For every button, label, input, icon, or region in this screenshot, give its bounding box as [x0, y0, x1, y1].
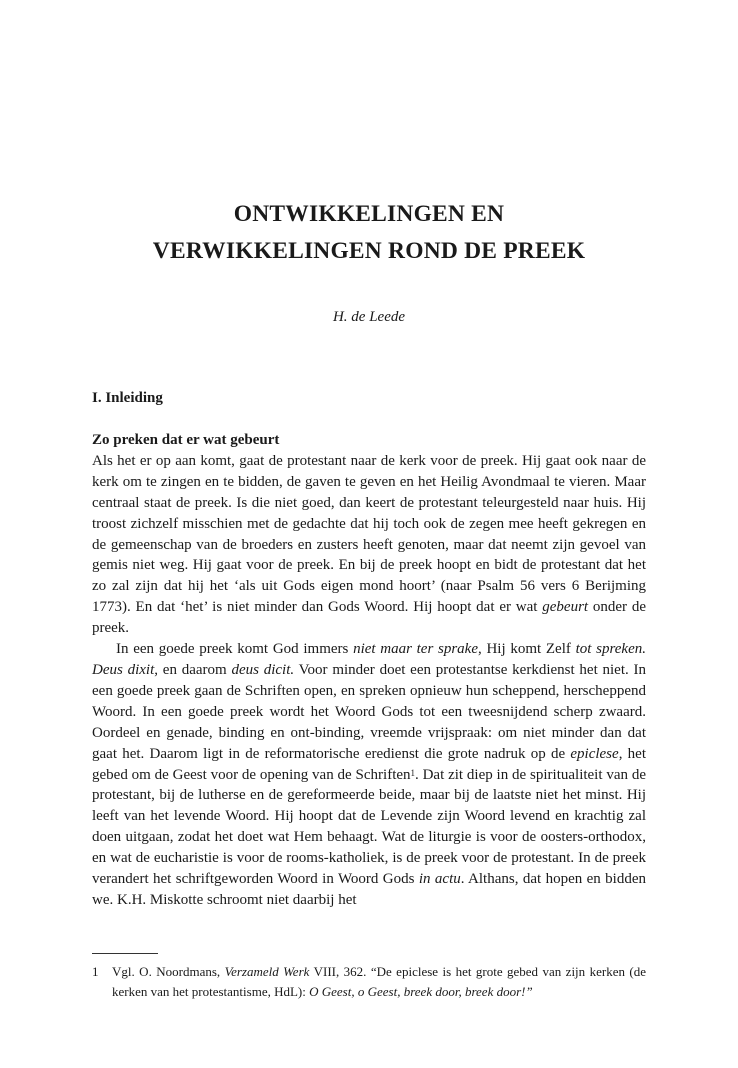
footnote-text-part: VIII, 362. “De epiclese is het grote gebed van zijn kerken (de kerken van het protestantisme, HdL):: [112, 964, 646, 999]
emphasis: niet maar ter sprake: [353, 641, 479, 658]
paragraph-2-text: Voor minder doet een protestantse kerkdienst het niet. In een goede preek gaan de Schriften open, en spreken opnieuw hun scheppend, herscheppend Woord. In een goede preek wordt het Woord Gods tot een tweesnijdend scherp zwaard. Oordeel en genade, binding en ont-binding, vreemde vrijspraak: om niet minder dan dat gaat het. Daarom ligt in de reformatorische eredienst die grote nadruk op de: [92, 661, 647, 762]
emphasis: epiclese: [570, 745, 619, 762]
footnote: [92, 962, 646, 1002]
section-heading: I. Inleiding: [92, 390, 163, 406]
subheading: Zo preken dat er wat gebeurt: [92, 432, 280, 448]
paragraph-2-text: In een goede preek komt God immers: [116, 641, 354, 658]
emphasis: tot spreken. Deus dixit: [92, 641, 646, 678]
chapter-title-line-2: VERWIKKELINGEN ROND DE PREEK: [152, 238, 586, 264]
paragraph-2-text: , Hij komt Zelf: [478, 641, 576, 658]
paragraph-1-text-end: onder de preek.: [92, 599, 647, 637]
paragraph-2-text: , het gebed om de Geest voor de opening van de Schriften: [92, 745, 647, 783]
chapter-title-line-1: ONTWIKKELINGEN EN: [233, 201, 505, 227]
paragraph-2-text: . Dat zit diep in de spiritualiteit van de protestant, bij de lutherse en de gereformeerde beide, maar bij de laatste niet het minst. Hij leeft van het levende Woord. Hij hoopt dat de Levende zijn Woord levend en krachtig zal doen uitgaan, zodat het doet wat Hem behaagt. Wat de liturgie is voor de oosters-orthodox, en wat de eucharistie is voor de rooms-katholiek, is de preek voor de protestant. In de preek verandert het schriftgeworden Woord in Woord Gods: [92, 766, 646, 888]
emphasis: in actu: [418, 871, 461, 888]
paragraph-2: [92, 639, 646, 911]
author-name: H. de Leede: [332, 309, 406, 325]
emphasis: deus dicit.: [231, 661, 295, 678]
footnote-reference[interactable]: 1: [410, 767, 416, 778]
footnote-number: 1: [92, 964, 99, 979]
footnote-separator: [92, 953, 158, 954]
chapter-title: [92, 196, 646, 270]
paragraph-1-text: Als het er op aan komt, gaat de protestant naar de kerk voor de preek. Hij gaat ook naar de kerk om te zingen en te bidden, de gaven te geven en het Heilig Avondmaal te vieren. Maar centraal staat de preek. Is die niet goed, dan keert de protestant teleurgesteld naar huis. Hij troost zichzelf misschien met de gedachte dat hij toch ook de zegen mee heeft gekregen en de gemeenschap van de broeders en zusters heeft genoten, maar dat neemt zijn gevoel van gemis niet weg. Hij gaat voor de preek. En bij de preek hoopt en bidt de protestant dat het zo zal zijn dat hij het ‘als uit Gods eigen mond hoort’ (naar Psalm 56 vers 6 Berijming 1773). En dat ‘het’ is niet minder dan Gods Woord. Hij hoopt dat er wat: [92, 452, 646, 616]
footnote-emphasis: Verzameld Werk: [224, 964, 310, 979]
footnote-emphasis: O Geest, o Geest, breek door, breek door!”: [309, 984, 533, 999]
footnote-text-part: Vgl. O. Noordmans,: [112, 964, 225, 979]
emphasis-gebeurt: gebeurt: [542, 599, 589, 616]
paragraph-2-text: . Althans, dat hopen en bidden we. K.H. Miskotte schroomt niet daarbij het: [92, 871, 646, 908]
paragraph-2-text: , en daarom: [154, 661, 232, 678]
body-text: [92, 430, 646, 911]
paragraph-1: [92, 430, 646, 639]
footnote-text: [112, 962, 646, 1002]
